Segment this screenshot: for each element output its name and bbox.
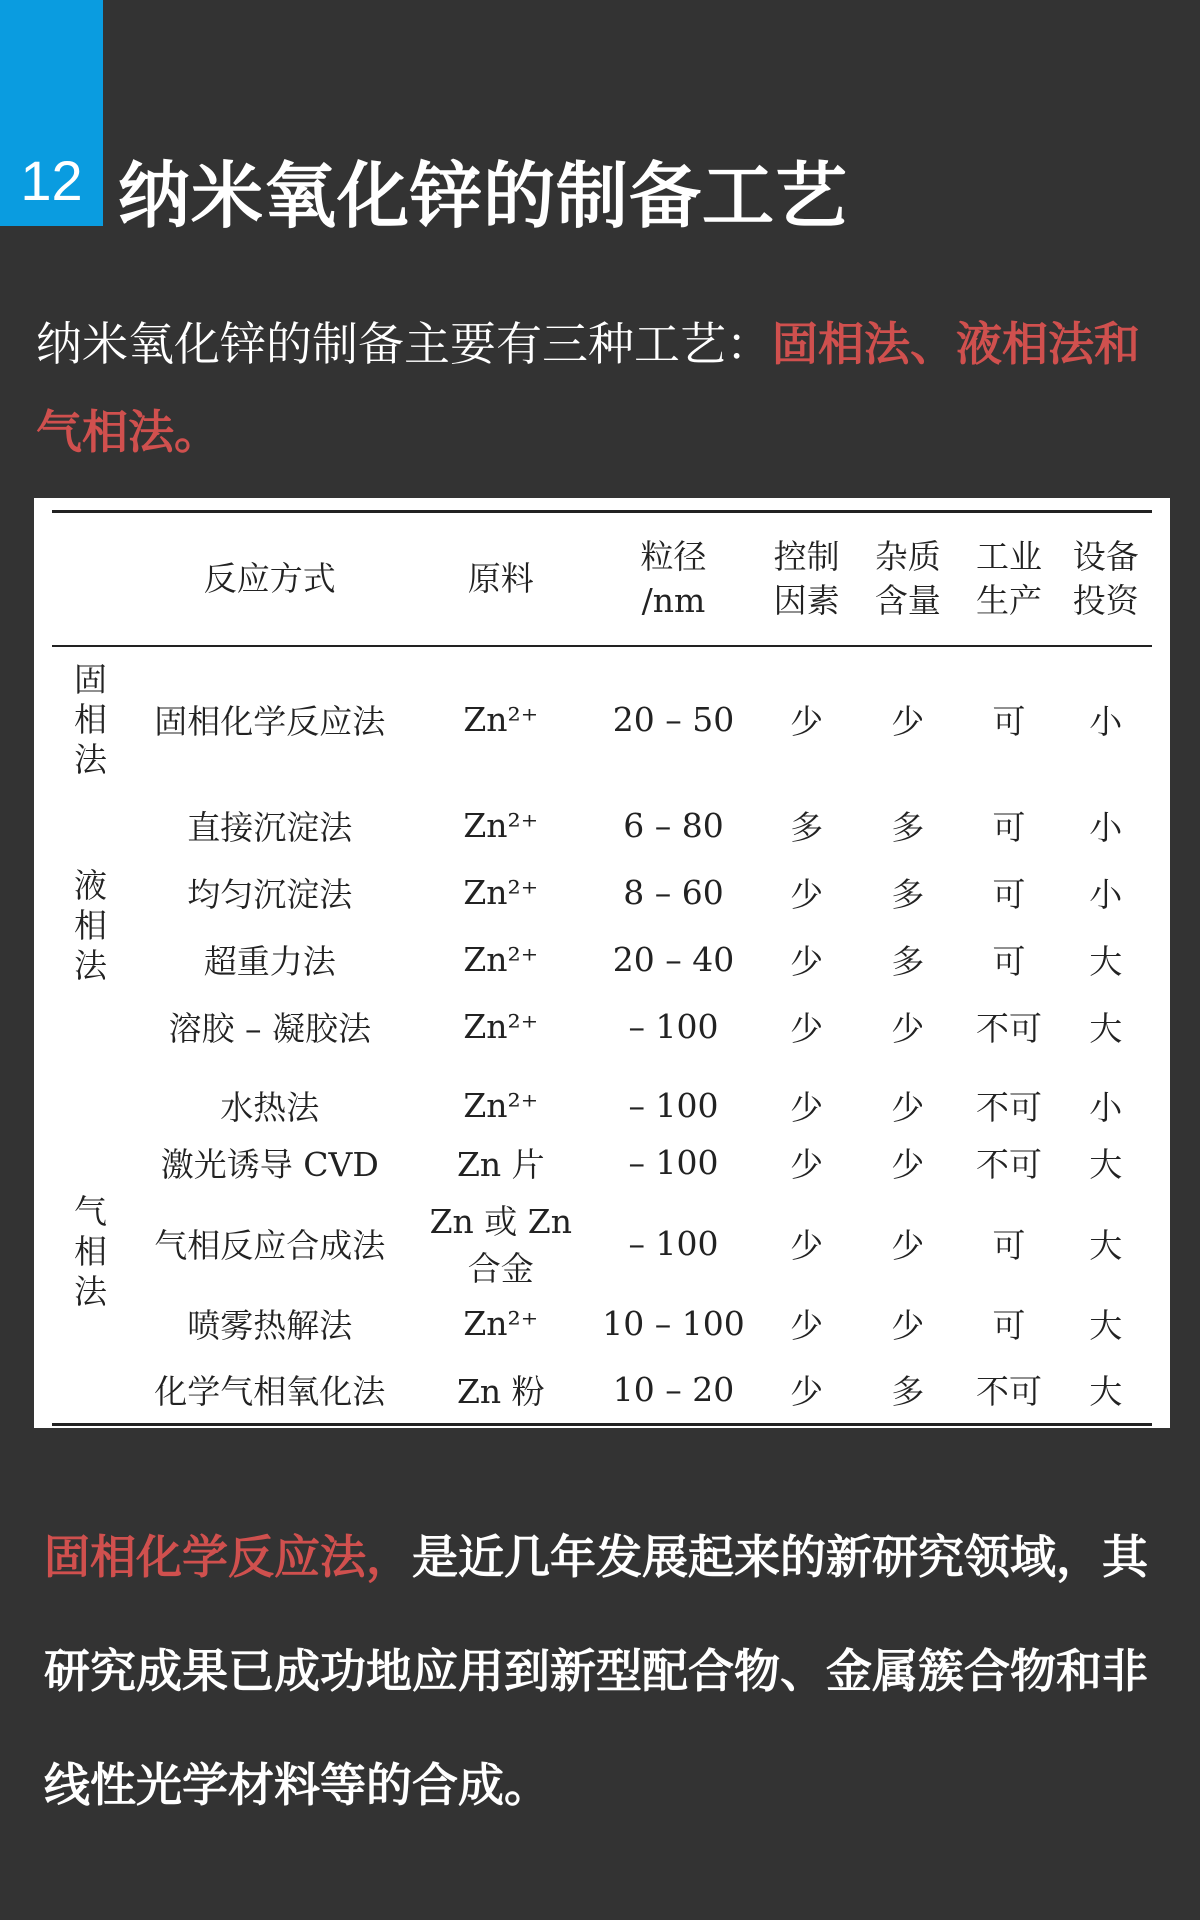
description-paragraph — [44, 1500, 1164, 1842]
cell-industrial: 可 — [992, 875, 1026, 914]
table-row — [52, 1129, 1152, 1196]
slide-number: 12 — [20, 149, 83, 212]
cell-method: 溶胶 – 凝胶法 — [168, 1009, 372, 1048]
cell-material: Zn²⁺ — [463, 940, 539, 979]
cell-industrial: 不可 — [975, 1088, 1042, 1127]
cell-method: 均匀沉淀法 — [187, 875, 353, 914]
cell-size: 6 – 80 — [623, 806, 724, 845]
cell-method: 超重力法 — [203, 942, 336, 981]
header-industrial: 工业 生产 — [975, 537, 1042, 620]
cell-size: 20 – 40 — [612, 940, 735, 979]
header-equipment: 设备 投资 — [1072, 537, 1139, 620]
slide-number-badge — [0, 0, 103, 226]
table-row — [52, 1060, 1152, 1129]
cell-material: Zn²⁺ — [463, 1007, 539, 1046]
cell-equipment: 大 — [1089, 942, 1123, 981]
table-row — [52, 859, 1152, 926]
cell-material: Zn 或 Zn 合金 — [429, 1202, 572, 1288]
cell-impurity: 多 — [891, 1372, 925, 1412]
paragraph-highlight: 固相化学反应法， — [44, 1530, 412, 1584]
cell-equipment: 大 — [1089, 1306, 1123, 1345]
cell-control: 少 — [790, 1306, 824, 1345]
cell-method: 固相化学反应法 — [154, 702, 386, 741]
cell-control: 多 — [790, 808, 824, 847]
cell-impurity: 少 — [891, 1088, 925, 1127]
cell-size: 20 – 50 — [612, 700, 735, 739]
cell-material: Zn²⁺ — [463, 873, 539, 912]
cell-industrial: 可 — [992, 1306, 1026, 1345]
cell-equipment: 大 — [1089, 1009, 1123, 1048]
header-size: 粒径 /nm — [640, 537, 707, 620]
paragraph-body: 是近几年发展起来的新研究领域，其研究成果已成功地应用到新型配合物、金属簇合物和非线性光学材料等的合成。 — [44, 1530, 1148, 1812]
cell-equipment: 小 — [1089, 808, 1123, 847]
table-header-row — [52, 512, 1152, 647]
cell-equipment: 小 — [1089, 1088, 1123, 1127]
intro-plain: 纳米氧化锌的制备主要有三种工艺： — [36, 317, 772, 371]
cell-size: – 100 — [628, 1223, 719, 1263]
cell-size: 10 – 20 — [612, 1370, 735, 1410]
cell-method: 直接沉淀法 — [187, 808, 353, 847]
cell-control: 少 — [790, 1372, 824, 1412]
methods-table-panel — [34, 498, 1170, 1428]
cell-impurity: 多 — [891, 875, 925, 914]
cell-size: – 100 — [628, 1086, 719, 1125]
table-row — [52, 926, 1152, 993]
cell-control: 少 — [790, 702, 824, 741]
cell-method: 气相反应合成法 — [154, 1225, 386, 1265]
table-row — [52, 1357, 1152, 1424]
header-method: 反应方式 — [203, 559, 336, 598]
cell-material: Zn 片 — [456, 1145, 545, 1184]
cell-method: 激光诱导 CVD — [160, 1145, 379, 1184]
cell-control: 少 — [790, 1145, 824, 1184]
header-group — [52, 512, 129, 647]
group-liquid-label: 液 相 法 — [74, 866, 107, 985]
cell-impurity: 少 — [891, 1009, 925, 1048]
cell-impurity: 少 — [891, 1225, 925, 1265]
cell-industrial: 可 — [992, 808, 1026, 847]
cell-material: Zn²⁺ — [463, 806, 539, 845]
cell-material: Zn²⁺ — [463, 1304, 539, 1343]
cell-equipment: 大 — [1089, 1372, 1123, 1412]
cell-impurity: 多 — [891, 808, 925, 847]
cell-industrial: 可 — [992, 702, 1026, 741]
group-gas-label: 气 相 法 — [74, 1192, 107, 1312]
cell-material: Zn²⁺ — [463, 1086, 539, 1125]
cell-industrial: 不可 — [975, 1372, 1042, 1412]
cell-method: 喷雾热解法 — [187, 1306, 353, 1345]
header-material: 原料 — [467, 559, 534, 598]
cell-size: – 100 — [628, 1007, 719, 1046]
cell-control: 少 — [790, 1225, 824, 1265]
header-control: 控制 因素 — [773, 537, 840, 620]
cell-impurity: 少 — [891, 1306, 925, 1345]
cell-impurity: 少 — [891, 1145, 925, 1184]
cell-size: – 100 — [628, 1143, 719, 1182]
cell-method: 水热法 — [220, 1088, 320, 1127]
table-row — [52, 1196, 1152, 1290]
cell-control: 少 — [790, 1088, 824, 1127]
table-row — [52, 792, 1152, 859]
table-row — [52, 1290, 1152, 1357]
intro-highlight: 固相法、液相法和气相法。 — [36, 317, 1140, 459]
page-title: 纳米氧化锌的制备工艺 — [118, 154, 849, 238]
cell-method: 化学气相氧化法 — [154, 1372, 386, 1412]
cell-material: Zn²⁺ — [463, 700, 539, 739]
cell-size: 8 – 60 — [623, 873, 724, 912]
group-solid-label: 固 相 法 — [74, 659, 107, 779]
table-row — [52, 993, 1152, 1060]
header-impurity: 杂质 含量 — [874, 537, 941, 620]
methods-table — [52, 510, 1152, 1426]
cell-equipment: 大 — [1089, 1145, 1123, 1184]
intro-text — [36, 300, 1166, 476]
cell-industrial: 可 — [992, 942, 1026, 981]
cell-equipment: 小 — [1089, 702, 1123, 741]
cell-equipment: 小 — [1089, 875, 1123, 914]
cell-control: 少 — [790, 875, 824, 914]
table-row — [52, 646, 1152, 792]
cell-control: 少 — [790, 1009, 824, 1048]
cell-industrial: 不可 — [975, 1009, 1042, 1048]
cell-control: 少 — [790, 942, 824, 981]
cell-material: Zn 粉 — [456, 1372, 545, 1412]
cell-size: 10 – 100 — [602, 1304, 745, 1343]
cell-impurity: 多 — [891, 942, 925, 981]
cell-equipment: 大 — [1089, 1225, 1123, 1265]
cell-industrial: 可 — [992, 1225, 1026, 1265]
cell-impurity: 少 — [891, 702, 925, 741]
cell-industrial: 不可 — [975, 1145, 1042, 1184]
